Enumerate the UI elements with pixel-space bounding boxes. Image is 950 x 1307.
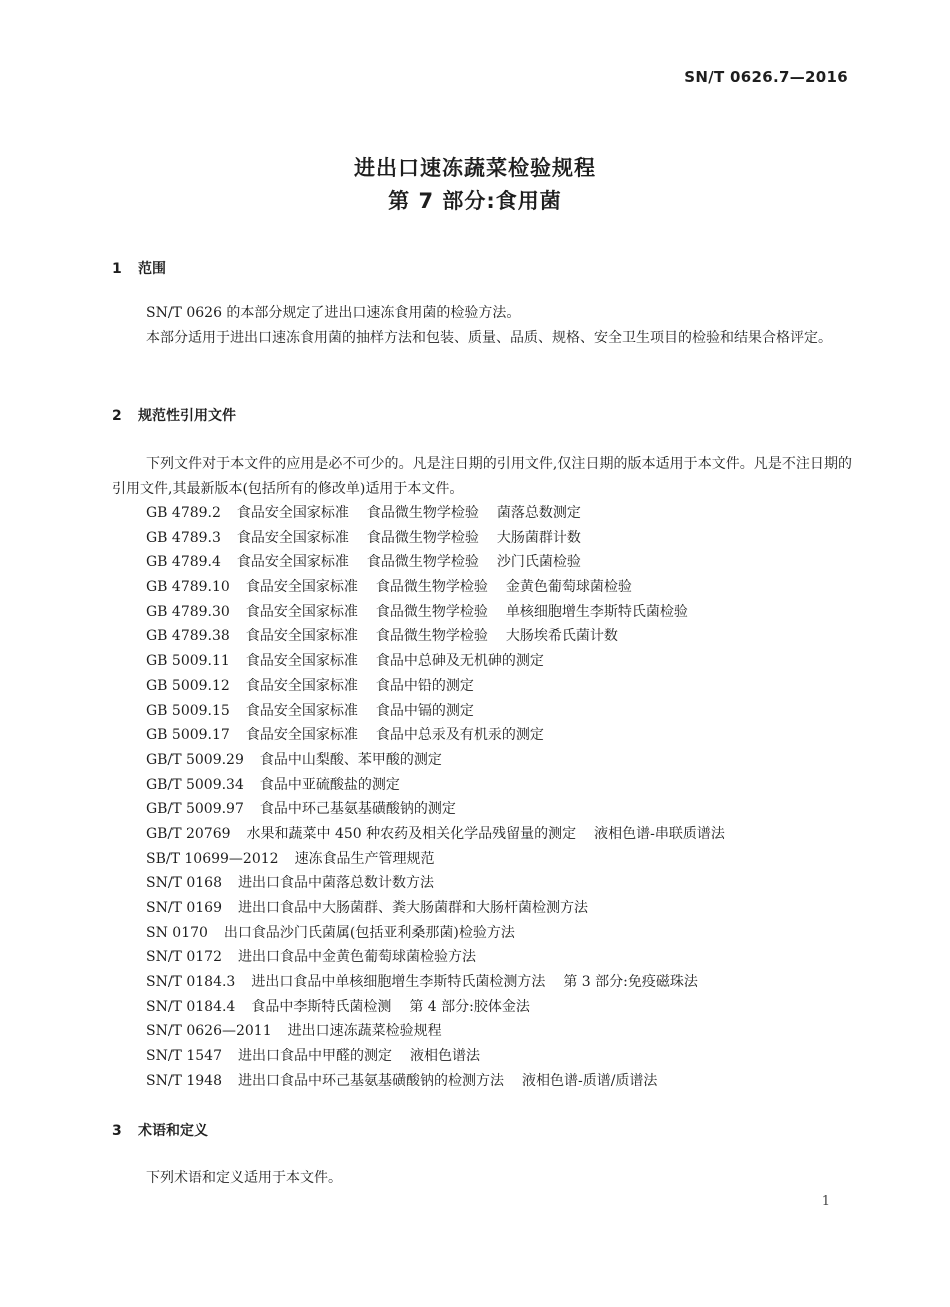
reference-code: GB 4789.2 bbox=[146, 505, 221, 521]
reference-title-segment: 食品安全国家标准 bbox=[245, 603, 358, 620]
section-3-paragraph-1: 下列术语和定义适用于本文件。 bbox=[146, 1170, 342, 1186]
reference-item bbox=[146, 649, 743, 674]
reference-title-segment: 金黄色葡萄球菌检验 bbox=[505, 579, 632, 596]
reference-title-segment: 进出口食品中菌落总数计数方法 bbox=[237, 875, 434, 892]
reference-code: SN/T 0184.4 bbox=[146, 998, 236, 1015]
reference-title-segment: 菌落总数测定 bbox=[496, 505, 581, 521]
document-title: 进出口速冻蔬菜检验规程 bbox=[354, 156, 596, 180]
reference-title-segment: 食品中镉的测定 bbox=[375, 702, 474, 719]
reference-code: GB 5009.15 bbox=[146, 702, 230, 719]
section-title: 范围 bbox=[138, 261, 166, 277]
reference-item bbox=[146, 575, 743, 600]
reference-title-segment: 食品安全国家标准 bbox=[236, 529, 349, 546]
reference-title-segment: 进出口食品中甲醛的测定 bbox=[237, 1048, 392, 1065]
reference-title-segment: 食品中山梨酸、苯甲酸的测定 bbox=[259, 751, 442, 768]
reference-title-segment: 食品安全国家标准 bbox=[245, 727, 358, 744]
reference-title-segment: 食品中李斯特氏菌检测 bbox=[251, 998, 392, 1015]
reference-title-segment: 食品安全国家标准 bbox=[245, 628, 358, 645]
reference-code: GB/T 5009.29 bbox=[146, 751, 244, 768]
reference-code: SN/T 1948 bbox=[146, 1072, 222, 1089]
reference-title-segment: 食品安全国家标准 bbox=[245, 677, 358, 694]
reference-title-segment: 液相色谱法 bbox=[409, 1048, 480, 1065]
reference-item bbox=[146, 995, 743, 1020]
section-title: 规范性引用文件 bbox=[138, 408, 236, 424]
reference-item bbox=[146, 526, 743, 551]
reference-title-segment: 食品微生物学检验 bbox=[366, 529, 479, 546]
reference-item bbox=[146, 1069, 743, 1094]
reference-title-segment: 速冻食品生产管理规范 bbox=[294, 850, 435, 867]
reference-code: SN/T 0626—2011 bbox=[146, 1023, 272, 1040]
reference-code: GB 4789.10 bbox=[146, 579, 230, 596]
reference-title-segment: 进出口食品中金黄色葡萄球菌检验方法 bbox=[237, 949, 476, 966]
reference-item bbox=[146, 896, 743, 921]
section-1-paragraph-1: SN/T 0626 的本部分规定了进出口速冻食用菌的检验方法。 bbox=[146, 305, 521, 321]
section-number: 3 bbox=[112, 1123, 122, 1139]
reference-title-segment: 液相色谱-质谱/质谱法 bbox=[521, 1072, 658, 1089]
reference-item bbox=[146, 550, 743, 575]
reference-title-segment: 食品安全国家标准 bbox=[245, 653, 358, 670]
reference-title-segment: 进出口食品中大肠菌群、粪大肠菌群和大肠杆菌检测方法 bbox=[237, 900, 588, 916]
reference-code: GB/T 5009.97 bbox=[146, 801, 244, 818]
reference-list bbox=[146, 501, 743, 1094]
reference-title-segment: 液相色谱-串联质谱法 bbox=[594, 825, 725, 842]
section-1-heading bbox=[112, 258, 166, 278]
reference-item bbox=[146, 674, 743, 699]
reference-title-segment: 食品微生物学检验 bbox=[366, 505, 479, 521]
reference-item bbox=[146, 501, 743, 526]
reference-item bbox=[146, 970, 743, 995]
reference-item bbox=[146, 624, 743, 649]
reference-title-segment: 食品安全国家标准 bbox=[245, 579, 358, 596]
reference-code: GB/T 20769 bbox=[146, 825, 231, 842]
reference-title-segment: 进出口食品中环己基氨基磺酸钠的检测方法 bbox=[237, 1072, 504, 1089]
reference-title-segment: 水果和蔬菜中 450 种农药及相关化学品残留量的测定 bbox=[246, 825, 577, 842]
reference-title-segment: 沙门氏菌检验 bbox=[496, 554, 581, 571]
reference-code: GB 4789.4 bbox=[146, 554, 221, 571]
reference-item bbox=[146, 847, 743, 872]
page-number: 1 bbox=[821, 1194, 830, 1209]
reference-item bbox=[146, 773, 743, 798]
standard-code: SN/T 0626.7—2016 bbox=[684, 68, 848, 86]
reference-title-segment: 食品微生物学检验 bbox=[375, 579, 488, 596]
reference-item bbox=[146, 600, 743, 625]
reference-item bbox=[146, 945, 743, 970]
reference-title-segment: 食品微生物学检验 bbox=[375, 628, 488, 645]
reference-code: SN/T 1547 bbox=[146, 1048, 222, 1065]
reference-code: SN 0170 bbox=[146, 924, 208, 941]
reference-item bbox=[146, 748, 743, 773]
reference-code: GB/T 5009.34 bbox=[146, 776, 244, 793]
reference-title-segment: 食品微生物学检验 bbox=[375, 603, 488, 620]
section-3-heading bbox=[112, 1120, 208, 1140]
section-number: 1 bbox=[112, 261, 122, 277]
reference-title-segment: 食品安全国家标准 bbox=[236, 554, 349, 571]
reference-title-segment: 进出口食品中单核细胞增生李斯特氏菌检测方法 bbox=[251, 974, 546, 991]
reference-item bbox=[146, 822, 743, 847]
reference-title-segment: 食品中铅的测定 bbox=[375, 677, 474, 694]
reference-item bbox=[146, 723, 743, 748]
reference-title-segment: 出口食品沙门氏菌属(包括亚利桑那菌)检验方法 bbox=[223, 924, 515, 941]
reference-code: SN/T 0172 bbox=[146, 949, 222, 966]
reference-title-segment: 食品中亚硫酸盐的测定 bbox=[259, 776, 400, 793]
reference-title-segment: 大肠菌群计数 bbox=[496, 529, 581, 546]
reference-item bbox=[146, 699, 743, 724]
reference-title-segment: 食品安全国家标准 bbox=[236, 505, 349, 521]
section-number: 2 bbox=[112, 408, 122, 424]
reference-title-segment: 大肠埃希氏菌计数 bbox=[505, 628, 618, 645]
document-subtitle: 第 7 部分:食用菌 bbox=[388, 189, 562, 213]
section-2-heading bbox=[112, 405, 236, 425]
reference-title-segment: 第 4 部分:胶体金法 bbox=[409, 998, 530, 1015]
reference-title-segment: 单核细胞增生李斯特氏菌检验 bbox=[505, 603, 688, 620]
reference-code: GB 5009.11 bbox=[146, 653, 230, 670]
reference-item bbox=[146, 1019, 743, 1044]
reference-code: GB 4789.3 bbox=[146, 529, 221, 546]
reference-code: SN/T 0184.3 bbox=[146, 974, 236, 991]
section-title: 术语和定义 bbox=[138, 1123, 208, 1139]
reference-title-segment: 食品微生物学检验 bbox=[366, 554, 479, 571]
reference-code: GB 5009.17 bbox=[146, 727, 230, 744]
reference-item bbox=[146, 1044, 743, 1069]
reference-item bbox=[146, 797, 743, 822]
reference-title-segment: 食品中环己基氨基磺酸钠的测定 bbox=[259, 801, 456, 818]
reference-title-segment: 食品中总汞及有机汞的测定 bbox=[375, 727, 544, 744]
section-1-paragraph-2: 本部分适用于进出口速冻食用菌的抽样方法和包装、质量、品质、规格、安全卫生项目的检验和结果合格评定。 bbox=[146, 330, 832, 346]
reference-code: SB/T 10699—2012 bbox=[146, 850, 279, 867]
reference-title-segment: 进出口速冻蔬菜检验规程 bbox=[287, 1023, 442, 1040]
reference-title-segment: 食品中总砷及无机砷的测定 bbox=[375, 653, 544, 670]
reference-code: GB 4789.30 bbox=[146, 603, 230, 620]
reference-code: SN/T 0168 bbox=[146, 875, 222, 892]
reference-code: SN/T 0169 bbox=[146, 900, 222, 916]
reference-title-segment: 食品安全国家标准 bbox=[245, 702, 358, 719]
reference-code: GB 4789.38 bbox=[146, 628, 230, 645]
reference-title-segment: 第 3 部分:免疫磁珠法 bbox=[563, 974, 698, 991]
section-2-intro: 下列文件对于本文件的应用是必不可少的。凡是注日期的引用文件,仅注日期的版本适用于本文件。凡是不注日期的引用文件,其最新版本(包括所有的修改单)适用于本文件。 bbox=[112, 456, 852, 497]
reference-code: GB 5009.12 bbox=[146, 677, 230, 694]
reference-item bbox=[146, 921, 743, 946]
reference-item bbox=[146, 871, 743, 896]
